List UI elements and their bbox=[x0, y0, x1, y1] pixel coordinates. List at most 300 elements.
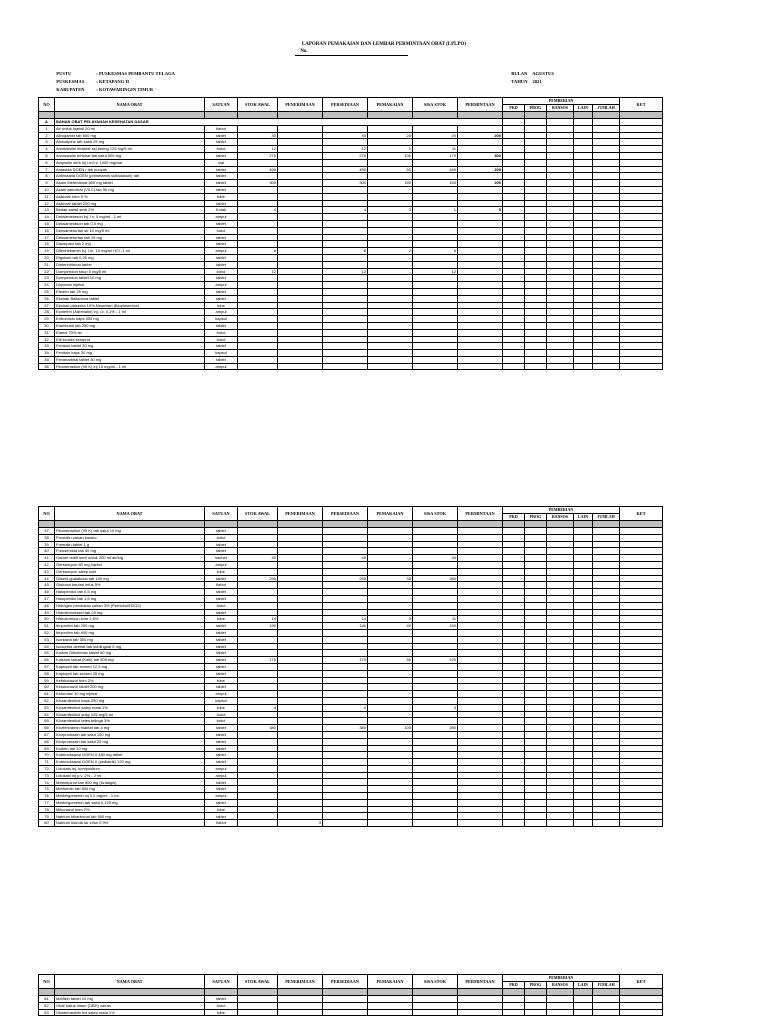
cell-satuan: tablet bbox=[205, 528, 238, 535]
cell-nama-obat: Isoniazid tab 300 mg bbox=[55, 636, 205, 643]
cell-lain bbox=[574, 336, 593, 343]
cell-lain bbox=[574, 589, 593, 596]
col-stok-awal-header: STOK AWAL bbox=[238, 975, 278, 989]
cell-penerimaan bbox=[278, 738, 323, 745]
cell-persediaan bbox=[323, 718, 368, 725]
cell-ket bbox=[620, 772, 663, 779]
cell-persediaan bbox=[323, 602, 368, 609]
cell-nama-obat: Hidrogen peroksida cairan 3% (Perhidrol/H2O2) bbox=[55, 602, 205, 609]
cell-jumlah bbox=[593, 772, 620, 779]
cell-penerimaan bbox=[278, 322, 323, 329]
cell-ket bbox=[620, 193, 663, 200]
cell-stok-awal: 4 bbox=[238, 704, 278, 711]
cell-sisa-stok bbox=[413, 759, 458, 766]
cell-stok-awal bbox=[238, 786, 278, 793]
cell-ket bbox=[620, 336, 663, 343]
cell-persediaan bbox=[323, 793, 368, 800]
cell-sisa-stok bbox=[413, 609, 458, 616]
cell-satuan: tablet bbox=[205, 139, 238, 146]
cell-penerimaan: 3 bbox=[278, 820, 323, 827]
cell-pkd bbox=[503, 589, 525, 596]
cell-permintaan bbox=[458, 684, 503, 691]
cell-jumlah bbox=[593, 309, 620, 316]
cell-satuan: tablet bbox=[205, 166, 238, 173]
cell-jumlah bbox=[593, 697, 620, 704]
cell-lain bbox=[574, 582, 593, 589]
col-pemberian-header: PEMBERIAN bbox=[503, 507, 620, 514]
cell-persediaan bbox=[323, 711, 368, 718]
cell-persediaan bbox=[323, 302, 368, 309]
col-pkd-header: PKD bbox=[503, 105, 525, 112]
cell-bansos bbox=[547, 146, 574, 153]
table-row bbox=[39, 288, 663, 295]
cell-ket bbox=[620, 363, 663, 370]
cell-stok-awal bbox=[238, 234, 278, 241]
cell-satuan: tablet bbox=[205, 288, 238, 295]
cell-sisa-stok: 150 bbox=[413, 180, 458, 187]
cell-stok-awal bbox=[238, 772, 278, 779]
cell-nama-obat: Air untuk injeksi 20 ml bbox=[55, 125, 205, 132]
cell-pkd bbox=[503, 759, 525, 766]
number-underline bbox=[295, 55, 408, 56]
cell-lain bbox=[574, 227, 593, 234]
cell-persediaan: 40 bbox=[323, 555, 368, 562]
cell-pemakaian bbox=[368, 193, 413, 200]
cell-permintaan bbox=[458, 691, 503, 698]
col-persediaan-header: PERSEDIAAN bbox=[323, 975, 368, 989]
cell-ket bbox=[620, 1002, 663, 1009]
cell-prog bbox=[525, 241, 547, 248]
cell-nama-obat: Garam oralit serb untuk 200 ml air/ktg bbox=[55, 555, 205, 562]
cell-prog bbox=[525, 799, 547, 806]
cell-bansos bbox=[547, 745, 574, 752]
cell-bansos bbox=[547, 254, 574, 261]
cell-penerimaan bbox=[278, 350, 323, 357]
cell-penerimaan bbox=[278, 731, 323, 738]
cell-pkd bbox=[503, 602, 525, 609]
separator-row bbox=[39, 989, 663, 996]
cell-bansos bbox=[547, 752, 574, 759]
cell-ket bbox=[620, 704, 663, 711]
cell-nama-obat: Ketorolac 10 mg injeksi bbox=[55, 691, 205, 698]
cell-jumlah bbox=[593, 759, 620, 766]
cell-permintaan bbox=[458, 295, 503, 302]
cell-stok-awal bbox=[238, 193, 278, 200]
cell-stok-awal bbox=[238, 309, 278, 316]
cell-satuan: flabot bbox=[205, 125, 238, 132]
cell-lain bbox=[574, 786, 593, 793]
cell-satuan: kapsul bbox=[205, 350, 238, 357]
table-row bbox=[39, 772, 663, 779]
cell-pemakaian bbox=[368, 568, 413, 575]
cell-permintaan bbox=[458, 302, 503, 309]
cell-prog bbox=[525, 309, 547, 316]
cell-penerimaan bbox=[278, 575, 323, 582]
table-row bbox=[39, 200, 663, 207]
cell-persediaan: 12 bbox=[323, 268, 368, 275]
cell-jumlah bbox=[593, 152, 620, 159]
cell-ket bbox=[620, 343, 663, 350]
cell-bansos bbox=[547, 316, 574, 323]
cell-nama-obat: Metformin tab 500 mg bbox=[55, 786, 205, 793]
cell-persediaan bbox=[323, 731, 368, 738]
table-row bbox=[39, 316, 663, 323]
cell-lain bbox=[574, 268, 593, 275]
cell-bansos bbox=[547, 555, 574, 562]
cell-jumlah bbox=[593, 684, 620, 691]
cell-jumlah bbox=[593, 173, 620, 180]
cell-pemakaian bbox=[368, 173, 413, 180]
cell-satuan: botol bbox=[205, 534, 238, 541]
cell-bansos bbox=[547, 186, 574, 193]
cell-sisa-stok bbox=[413, 363, 458, 370]
separator-row bbox=[39, 521, 663, 528]
table-row bbox=[39, 214, 663, 221]
cell-bansos bbox=[547, 166, 574, 173]
cell-no: 78 bbox=[39, 806, 55, 813]
cell-prog bbox=[525, 125, 547, 132]
cell-persediaan bbox=[323, 241, 368, 248]
cell-lain bbox=[574, 657, 593, 664]
cell-satuan: flabot bbox=[205, 820, 238, 827]
cell-penerimaan bbox=[278, 528, 323, 535]
cell-pkd bbox=[503, 786, 525, 793]
cell-lain bbox=[574, 309, 593, 316]
cell-sisa-stok bbox=[413, 541, 458, 548]
table-row bbox=[39, 663, 663, 670]
cell-pkd bbox=[503, 799, 525, 806]
cell-no: 25 bbox=[39, 288, 55, 295]
cell-stok-awal bbox=[238, 595, 278, 602]
cell-stok-awal bbox=[238, 629, 278, 636]
cell-permintaan bbox=[458, 329, 503, 336]
cell-jumlah bbox=[593, 200, 620, 207]
cell-no: 5 bbox=[39, 152, 55, 159]
lplpo-table-page-1 bbox=[38, 97, 663, 370]
cell-pemakaian: 30 bbox=[368, 575, 413, 582]
cell-stok-awal bbox=[238, 528, 278, 535]
cell-prog bbox=[525, 548, 547, 555]
cell-prog bbox=[525, 561, 547, 568]
table-row bbox=[39, 268, 663, 275]
cell-no: 70 bbox=[39, 752, 55, 759]
cell-no: 76 bbox=[39, 793, 55, 800]
cell-sisa-stok bbox=[413, 697, 458, 704]
cell-lain bbox=[574, 180, 593, 187]
cell-bansos bbox=[547, 541, 574, 548]
cell-persediaan bbox=[323, 254, 368, 261]
cell-ket bbox=[620, 718, 663, 725]
cell-pkd bbox=[503, 193, 525, 200]
table-row bbox=[39, 704, 663, 711]
table-row bbox=[39, 159, 663, 166]
cell-jumlah bbox=[593, 193, 620, 200]
cell-pemakaian: 50 bbox=[368, 166, 413, 173]
cell-no: 83 bbox=[39, 1009, 55, 1016]
cell-jumlah bbox=[593, 589, 620, 596]
cell-pkd bbox=[503, 616, 525, 623]
cell-ket bbox=[620, 555, 663, 562]
cell-nama-obat: Kalsium laktat (Kalk) tab 500 mg bbox=[55, 657, 205, 664]
cell-pkd bbox=[503, 534, 525, 541]
cell-no: 3 bbox=[39, 139, 55, 146]
cell-nama-obat: Kloramfenikol susp 125 mg/5 ml bbox=[55, 711, 205, 718]
cell-prog bbox=[525, 152, 547, 159]
table-row bbox=[39, 173, 663, 180]
cell-lain bbox=[574, 629, 593, 636]
cell-persediaan bbox=[323, 629, 368, 636]
cell-persediaan bbox=[323, 813, 368, 820]
cell-satuan: tablet bbox=[205, 595, 238, 602]
cell-persediaan bbox=[323, 139, 368, 146]
cell-satuan: botol bbox=[205, 1002, 238, 1009]
section-code: A bbox=[39, 119, 55, 126]
cell-pemakaian bbox=[368, 363, 413, 370]
cell-lain bbox=[574, 704, 593, 711]
cell-sisa-stok: 12 bbox=[413, 268, 458, 275]
cell-stok-awal bbox=[238, 806, 278, 813]
cell-permintaan bbox=[458, 336, 503, 343]
cell-sisa-stok bbox=[413, 356, 458, 363]
table-row bbox=[39, 207, 663, 214]
cell-permintaan: 200 bbox=[458, 166, 503, 173]
cell-prog bbox=[525, 718, 547, 725]
cell-no: 4 bbox=[39, 146, 55, 153]
cell-pkd bbox=[503, 561, 525, 568]
cell-persediaan: 4 bbox=[323, 704, 368, 711]
cell-stok-awal bbox=[238, 302, 278, 309]
cell-pemakaian bbox=[368, 343, 413, 350]
cell-penerimaan bbox=[278, 146, 323, 153]
cell-no: 55 bbox=[39, 650, 55, 657]
cell-lain bbox=[574, 793, 593, 800]
cell-no: 73 bbox=[39, 772, 55, 779]
cell-pkd bbox=[503, 200, 525, 207]
cell-jumlah bbox=[593, 616, 620, 623]
cell-ket bbox=[620, 568, 663, 575]
cell-sisa-stok bbox=[413, 336, 458, 343]
cell-bansos bbox=[547, 363, 574, 370]
cell-jumlah bbox=[593, 220, 620, 227]
cell-permintaan bbox=[458, 745, 503, 752]
cell-pkd bbox=[503, 718, 525, 725]
cell-prog bbox=[525, 677, 547, 684]
col-prog-header: PROG bbox=[525, 982, 547, 989]
cell-permintaan bbox=[458, 582, 503, 589]
cell-ket bbox=[620, 173, 663, 180]
cell-bansos bbox=[547, 248, 574, 255]
cell-sisa-stok bbox=[413, 1002, 458, 1009]
cell-bansos bbox=[547, 670, 574, 677]
cell-sisa-stok: 440 bbox=[413, 166, 458, 173]
cell-jumlah bbox=[593, 779, 620, 786]
cell-prog bbox=[525, 363, 547, 370]
cell-no: 49 bbox=[39, 609, 55, 616]
cell-sisa-stok: 280 bbox=[413, 725, 458, 732]
cell-pemakaian bbox=[368, 670, 413, 677]
cell-sisa-stok bbox=[413, 528, 458, 535]
cell-sisa-stok bbox=[413, 200, 458, 207]
cell-sisa-stok bbox=[413, 793, 458, 800]
cell-satuan: tablet bbox=[205, 322, 238, 329]
cell-penerimaan bbox=[278, 193, 323, 200]
cell-persediaan: 380 bbox=[323, 725, 368, 732]
cell-pkd bbox=[503, 657, 525, 664]
cell-permintaan bbox=[458, 275, 503, 282]
cell-satuan: botol bbox=[205, 268, 238, 275]
cell-penerimaan bbox=[278, 295, 323, 302]
cell-lain bbox=[574, 166, 593, 173]
cell-permintaan bbox=[458, 159, 503, 166]
cell-penerimaan bbox=[278, 329, 323, 336]
cell-penerimaan bbox=[278, 561, 323, 568]
cell-bansos bbox=[547, 786, 574, 793]
cell-persediaan bbox=[323, 336, 368, 343]
cell-stok-awal: 4 bbox=[238, 207, 278, 214]
cell-permintaan bbox=[458, 595, 503, 602]
cell-lain bbox=[574, 643, 593, 650]
cell-pkd bbox=[503, 793, 525, 800]
cell-permintaan: 5 bbox=[458, 207, 503, 214]
cell-prog bbox=[525, 609, 547, 616]
cell-persediaan bbox=[323, 534, 368, 541]
cell-stok-awal: 190 bbox=[238, 623, 278, 630]
cell-ket bbox=[620, 752, 663, 759]
cell-prog bbox=[525, 697, 547, 704]
cell-persediaan: 40 bbox=[323, 132, 368, 139]
cell-stok-awal bbox=[238, 568, 278, 575]
cell-bansos bbox=[547, 295, 574, 302]
cell-stok-awal bbox=[238, 820, 278, 827]
cell-bansos bbox=[547, 629, 574, 636]
cell-no: 26 bbox=[39, 295, 55, 302]
cell-persediaan bbox=[323, 765, 368, 772]
cell-pkd bbox=[503, 779, 525, 786]
cell-penerimaan bbox=[278, 996, 323, 1003]
cell-bansos bbox=[547, 548, 574, 555]
cell-penerimaan bbox=[278, 677, 323, 684]
cell-no: 74 bbox=[39, 779, 55, 786]
cell-lain bbox=[574, 568, 593, 575]
cell-no: 38 bbox=[39, 534, 55, 541]
cell-bansos bbox=[547, 650, 574, 657]
cell-sisa-stok bbox=[413, 602, 458, 609]
table-row bbox=[39, 616, 663, 623]
cell-stok-awal: 380 bbox=[238, 725, 278, 732]
cell-pemakaian bbox=[368, 186, 413, 193]
cell-lain bbox=[574, 322, 593, 329]
cell-pemakaian bbox=[368, 1009, 413, 1016]
col-nama-header: NAMA OBAT bbox=[55, 98, 205, 112]
cell-penerimaan bbox=[278, 772, 323, 779]
cell-satuan: tube bbox=[205, 193, 238, 200]
cell-ket bbox=[620, 180, 663, 187]
cell-jumlah bbox=[593, 793, 620, 800]
cell-sisa-stok bbox=[413, 295, 458, 302]
cell-stok-awal bbox=[238, 561, 278, 568]
cell-ket bbox=[620, 220, 663, 227]
cell-persediaan bbox=[323, 820, 368, 827]
cell-bansos bbox=[547, 643, 574, 650]
info-value: 2021 bbox=[532, 79, 542, 84]
cell-permintaan bbox=[458, 996, 503, 1003]
cell-pemakaian bbox=[368, 813, 413, 820]
cell-prog bbox=[525, 534, 547, 541]
cell-bansos bbox=[547, 132, 574, 139]
cell-stok-awal bbox=[238, 1009, 278, 1016]
cell-pkd bbox=[503, 288, 525, 295]
cell-penerimaan bbox=[278, 589, 323, 596]
cell-pemakaian bbox=[368, 650, 413, 657]
cell-satuan: ampul bbox=[205, 214, 238, 221]
cell-jumlah bbox=[593, 1002, 620, 1009]
table-row bbox=[39, 779, 663, 786]
col-stok-awal-header: STOK AWAL bbox=[238, 507, 278, 521]
cell-sisa-stok bbox=[413, 765, 458, 772]
cell-pkd bbox=[503, 214, 525, 221]
cell-ket bbox=[620, 799, 663, 806]
cell-bansos bbox=[547, 309, 574, 316]
cell-ket bbox=[620, 731, 663, 738]
cell-satuan: tablet bbox=[205, 609, 238, 616]
col-stok-awal-header: STOK AWAL bbox=[238, 98, 278, 112]
cell-prog bbox=[525, 996, 547, 1003]
cell-pemakaian bbox=[368, 214, 413, 221]
cell-bansos bbox=[547, 350, 574, 357]
cell-penerimaan bbox=[278, 745, 323, 752]
cell-jumlah bbox=[593, 561, 620, 568]
cell-ket bbox=[620, 528, 663, 535]
cell-jumlah bbox=[593, 575, 620, 582]
cell-no: 16 bbox=[39, 227, 55, 234]
cell-lain bbox=[574, 691, 593, 698]
cell-permintaan bbox=[458, 261, 503, 268]
table-row bbox=[39, 139, 663, 146]
cell-prog bbox=[525, 806, 547, 813]
cell-satuan: ampul bbox=[205, 309, 238, 316]
cell-ket bbox=[620, 629, 663, 636]
col-no-header: NO bbox=[39, 507, 55, 521]
cell-pemakaian bbox=[368, 589, 413, 596]
cell-penerimaan bbox=[278, 132, 323, 139]
cell-sisa-stok bbox=[413, 684, 458, 691]
cell-sisa-stok bbox=[413, 261, 458, 268]
cell-prog bbox=[525, 343, 547, 350]
info-tahun bbox=[509, 74, 542, 84]
cell-pemakaian bbox=[368, 159, 413, 166]
cell-bansos bbox=[547, 534, 574, 541]
cell-pkd bbox=[503, 295, 525, 302]
cell-bansos bbox=[547, 602, 574, 609]
cell-no: 7 bbox=[39, 166, 55, 173]
table-row bbox=[39, 575, 663, 582]
cell-prog bbox=[525, 322, 547, 329]
cell-no: 39 bbox=[39, 541, 55, 548]
cell-nama-obat: Formalin tablet 1 g bbox=[55, 541, 205, 548]
cell-pkd bbox=[503, 725, 525, 732]
cell-nama-obat: Bedak salisil serb 2% bbox=[55, 207, 205, 214]
cell-ket bbox=[620, 302, 663, 309]
col-persediaan-header: PERSEDIAAN bbox=[323, 98, 368, 112]
cell-pkd bbox=[503, 595, 525, 602]
table-row bbox=[39, 336, 663, 343]
cell-stok-awal bbox=[238, 582, 278, 589]
cell-persediaan bbox=[323, 200, 368, 207]
cell-ket bbox=[620, 548, 663, 555]
cell-ket bbox=[620, 159, 663, 166]
cell-penerimaan bbox=[278, 793, 323, 800]
cell-penerimaan bbox=[278, 173, 323, 180]
